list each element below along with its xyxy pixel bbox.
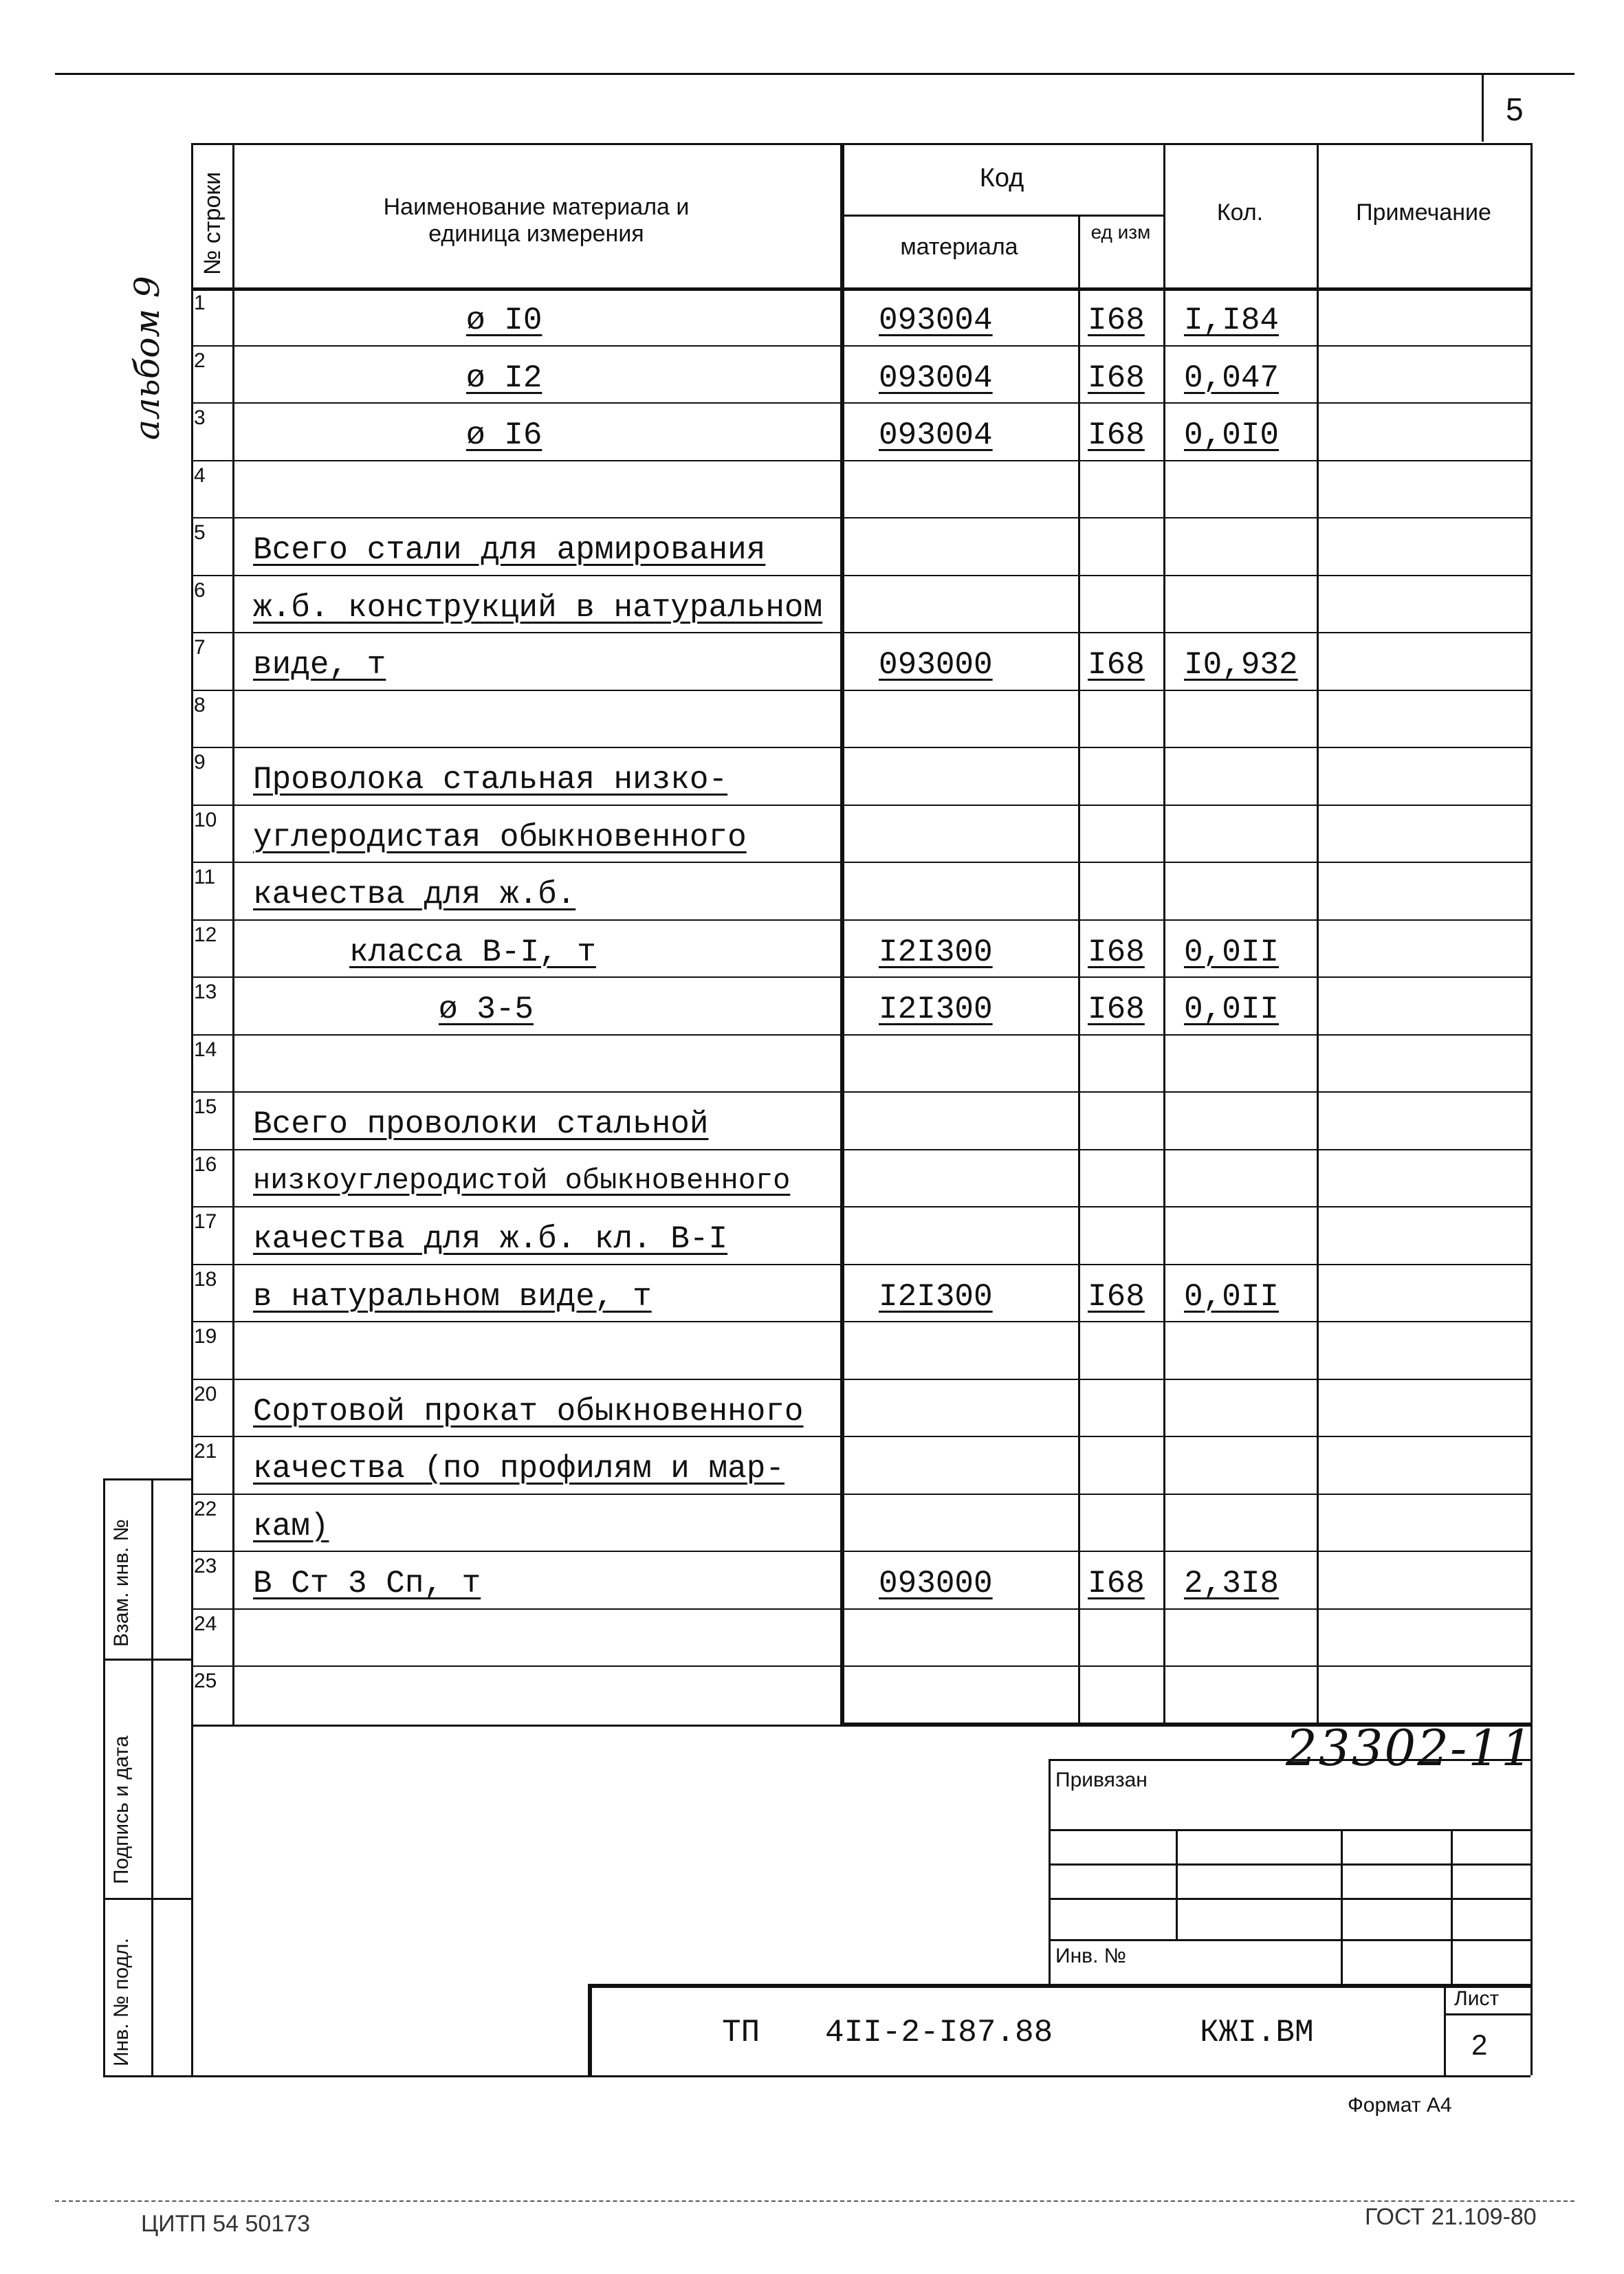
left-border-line — [191, 143, 193, 2075]
table-bottom-left-border — [191, 1725, 844, 1727]
row-number: 24 — [194, 1612, 217, 1635]
row-qty: 0,0II — [1184, 1278, 1280, 1315]
header-code-unit: ед изм — [1090, 221, 1151, 243]
row-divider — [191, 1608, 1530, 1610]
header-row-no: № строки — [199, 171, 226, 275]
row-unit: I68 — [1088, 647, 1145, 683]
row-code: 093004 — [879, 360, 993, 396]
title-mark: КЖI.ВМ — [1200, 2015, 1314, 2051]
row-code: 093000 — [879, 1566, 993, 1601]
row-divider — [191, 805, 1530, 806]
row-qty: I,I84 — [1184, 303, 1280, 338]
top-border-line — [55, 73, 1574, 75]
row-number: 2 — [194, 349, 206, 372]
header-code: Код — [979, 164, 1024, 193]
row-number: 19 — [194, 1325, 217, 1348]
bound-col-line-2 — [1341, 1829, 1343, 1986]
header-name-line1: Наименование материала и — [383, 194, 690, 220]
row-divider — [191, 862, 1530, 863]
row-name: качества (по профилям и мар- — [253, 1451, 784, 1487]
row-name: качества для ж.б. — [253, 877, 576, 912]
row-divider — [191, 632, 1530, 633]
code-header-split-line — [840, 215, 1163, 217]
row-unit: I68 — [1088, 934, 1145, 970]
inv-label: Инв. № — [1055, 1945, 1126, 1967]
row-number: 17 — [194, 1210, 217, 1233]
row-qty: 0,047 — [1184, 360, 1280, 396]
row-code: 093004 — [879, 303, 993, 338]
album-note: альбом 9 — [127, 276, 167, 440]
row-divider — [191, 1436, 1530, 1437]
header-name — [234, 194, 839, 248]
row-number: 13 — [194, 981, 217, 1003]
row-name: кам) — [253, 1508, 329, 1544]
sheet-box-line — [1444, 1984, 1446, 2075]
row-number: 14 — [194, 1038, 217, 1061]
row-unit: I68 — [1088, 417, 1145, 453]
row-number: 18 — [194, 1267, 217, 1291]
code-column-left-line — [840, 143, 844, 1725]
row-name: ø I2 — [466, 360, 542, 396]
row-name: Всего стали для армирования — [253, 532, 766, 568]
row-name: в натуральном виде, т — [253, 1278, 652, 1315]
bound-col-line-1 — [1176, 1829, 1178, 1939]
side-label-inv-podl: Инв. № подл. — [110, 1938, 133, 2066]
bottom-cut-line — [55, 2200, 1574, 2202]
row-name: Проволока стальная низко- — [253, 762, 728, 798]
row-number: 12 — [194, 923, 217, 946]
row-divider — [191, 1149, 1530, 1150]
side-label-podpis: Подпись и дата — [110, 1736, 133, 1884]
side-stamp-line-2 — [103, 1898, 191, 1900]
page-number-box-border — [1482, 73, 1484, 142]
row-name: ж.б. конструкций в натуральном — [253, 589, 823, 626]
row-divider — [191, 1091, 1530, 1093]
sheet-number: 2 — [1471, 2029, 1488, 2061]
row-unit: I68 — [1088, 1566, 1145, 1601]
row-name: качества для ж.б. кл. В-I — [253, 1221, 728, 1257]
title-block-top-line — [588, 1984, 1530, 1988]
stamp-number: 23302-11 — [1286, 1719, 1534, 1777]
side-stamp-left-line — [103, 1478, 105, 2077]
row-name: класса В-I, т — [349, 934, 596, 970]
row-number: 9 — [194, 751, 206, 774]
row-unit: I68 — [1088, 360, 1145, 396]
row-name: В Ст 3 Сп, т — [253, 1566, 481, 1601]
bound-row-line-2 — [1049, 1863, 1530, 1866]
row-qty: 0,0II — [1184, 992, 1280, 1027]
footer-left: ЦИТП 54 50173 — [141, 2211, 311, 2237]
row-qty: 2,3I8 — [1184, 1566, 1280, 1601]
row-number: 21 — [194, 1440, 217, 1463]
frame-bottom-line — [103, 2075, 1530, 2077]
row-number: 16 — [194, 1152, 217, 1176]
bound-row-line-3 — [1049, 1898, 1530, 1900]
table-top-border — [191, 143, 1530, 145]
row-number: 25 — [194, 1670, 217, 1692]
row-divider — [191, 517, 1530, 518]
row-number: 3 — [194, 406, 206, 429]
row-divider — [191, 919, 1530, 921]
row-divider — [191, 976, 1530, 978]
right-border-line — [1530, 143, 1533, 2075]
row-number: 22 — [194, 1497, 217, 1520]
note-column-line — [1317, 143, 1319, 1725]
title-doc: 4II-2-I87.88 — [825, 2015, 1053, 2051]
side-label-vzam: Взам. инв. № — [110, 1519, 133, 1647]
row-divider — [191, 1665, 1530, 1667]
row-divider — [191, 1264, 1530, 1265]
row-number: 1 — [194, 292, 206, 314]
row-name: Всего проволоки стальной — [253, 1106, 709, 1142]
footer-right: ГОСТ 21.109-80 — [1365, 2204, 1537, 2230]
qty-column-line — [1163, 143, 1165, 1725]
header-qty: Кол. — [1216, 199, 1264, 226]
row-number: 8 — [194, 693, 206, 717]
bound-row-line-1 — [1049, 1829, 1530, 1831]
row-divider — [191, 1034, 1530, 1036]
row-qty: 0,0I0 — [1184, 417, 1280, 453]
row-number: 7 — [194, 636, 206, 659]
header-code-material: материала — [900, 234, 1018, 260]
row-divider — [191, 1551, 1530, 1552]
row-name: ø I0 — [466, 303, 542, 338]
header-name-line2: единица измерения — [428, 221, 644, 248]
row-divider — [191, 345, 1530, 347]
format-label: Формат А4 — [1348, 2094, 1452, 2117]
row-name: ø I6 — [466, 417, 542, 453]
bound-label: Привязан — [1055, 1769, 1148, 1791]
row-code: 093004 — [879, 417, 993, 453]
rownum-column-line — [232, 143, 234, 1725]
row-divider — [191, 690, 1530, 691]
header-note: Примечание — [1356, 199, 1491, 226]
page-number: 5 — [1506, 91, 1524, 127]
row-divider — [191, 1321, 1530, 1322]
row-number: 11 — [194, 866, 216, 888]
row-name: Сортовой прокат обыкновенного — [253, 1393, 804, 1430]
sheet-label-line — [1444, 2013, 1530, 2015]
row-unit: I68 — [1088, 303, 1145, 338]
row-name: виде, т — [253, 647, 386, 683]
title-block-left-line — [588, 1984, 592, 2075]
side-stamp-inner-line — [151, 1478, 153, 2077]
unit-column-line — [1078, 215, 1080, 1725]
row-qty: 0,0II — [1184, 934, 1280, 970]
row-number: 4 — [194, 463, 206, 487]
row-number: 15 — [194, 1095, 217, 1118]
row-number: 20 — [194, 1382, 217, 1406]
side-stamp-line-1 — [103, 1659, 191, 1661]
row-code: I2I300 — [879, 1278, 993, 1315]
header-bottom-border — [191, 287, 1530, 291]
bound-row-line-4 — [1049, 1939, 1530, 1941]
row-number: 5 — [194, 521, 206, 544]
bound-block-left-line — [1049, 1759, 1051, 1986]
row-divider — [191, 1494, 1530, 1495]
side-stamp-top-line — [103, 1478, 191, 1480]
row-unit: I68 — [1088, 1278, 1145, 1315]
row-name: низкоуглеродистой обыкновенного — [253, 1163, 791, 1197]
row-divider — [191, 575, 1530, 576]
row-code: I2I300 — [879, 992, 993, 1027]
row-divider — [191, 460, 1530, 461]
bound-col-line-3 — [1451, 1829, 1453, 1986]
row-qty: I0,932 — [1184, 647, 1298, 683]
row-number: 10 — [194, 808, 217, 831]
row-name: углеродистая обыкновенного — [253, 819, 747, 855]
row-divider — [191, 1206, 1530, 1207]
row-code: 093000 — [879, 647, 993, 683]
row-divider — [191, 747, 1530, 748]
row-divider — [191, 1379, 1530, 1380]
row-number: 23 — [194, 1555, 217, 1577]
row-divider — [191, 402, 1530, 404]
row-unit: I68 — [1088, 992, 1145, 1027]
row-code: I2I300 — [879, 934, 993, 970]
bound-block-top-line — [1049, 1759, 1530, 1761]
row-number: 6 — [194, 578, 206, 602]
row-name: ø 3-5 — [439, 992, 534, 1027]
sheet-label: Лист — [1454, 1987, 1500, 2010]
title-tp: ТП — [722, 2015, 760, 2051]
